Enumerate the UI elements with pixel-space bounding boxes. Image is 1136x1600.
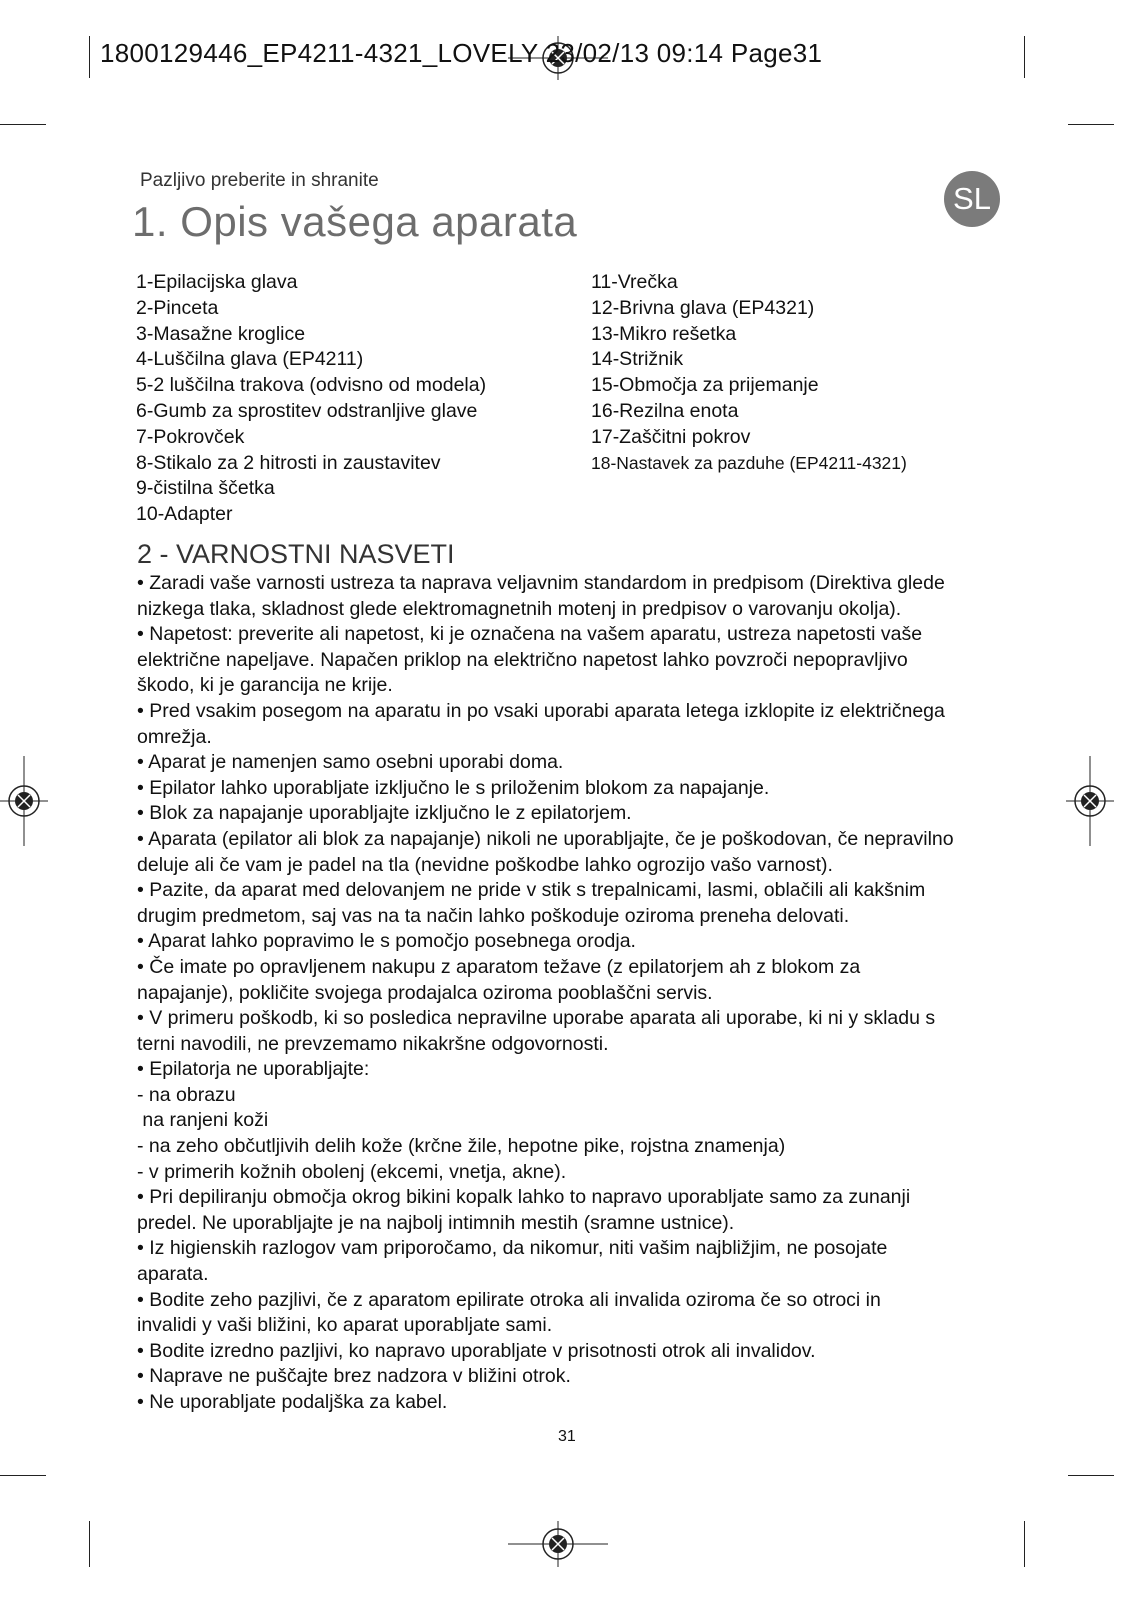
text-line: • Naprave ne puščajte brez nadzora v bližini otrok.: [137, 1365, 571, 1388]
text-line: • Pri depiliranju območja okrog bikini kopalk lahko to napravo uporabljate samo za zunanji: [137, 1186, 911, 1209]
text-line: - na zeho občutljivih delih kože (krčne žile, hepotne pike, rojstna znamenja): [137, 1135, 786, 1158]
list-item: 8-Stikalo za 2 hitrosti in zaustavitev: [136, 451, 441, 474]
list-item: 3-Masažne kroglice: [136, 322, 306, 345]
list-item: 15-Območja za prijemanje: [591, 374, 819, 397]
page-number: 31: [558, 1428, 576, 1445]
text-line: napajanje), pokličite svojega prodajalca oziroma pooblaščni servis.: [137, 981, 713, 1004]
text-line: predel. Ne uporabljajte je na najbolj intimnih mestih (sramne ustnice).: [137, 1211, 735, 1234]
crop-mark-top-right-horizontal: [1068, 124, 1114, 125]
text-line: • Napetost: preverite ali napetost, ki je označena na vašem aparatu, ustreza napetosti vaše: [137, 623, 923, 646]
list-item: 7-Pokrovček: [136, 425, 245, 448]
text-line: - v primerih kožnih obolenj (ekcemi, vnetja, akne).: [137, 1160, 567, 1183]
page-title: 1. Opis vašega aparata: [132, 198, 578, 245]
safety-text: [137, 571, 1007, 1416]
text-line: • Pred vsakim posegom na aparatu in po vsaki uporabi aparata letega izklopite iz električnega: [137, 699, 945, 722]
crop-mark-bottom-left-horizontal: [0, 1475, 46, 1476]
text-line: • V primeru poškodb, ki so posledica nepravilne uporabe aparata ali uporabe, ki ni y skladu s: [137, 1007, 936, 1030]
text-line: • Bodite zeho pazjlivi, če z aparatom epilirate otroka ali invalida oziroma če so otroci in: [137, 1288, 881, 1311]
text-line: • Če imate po opravljenem nakupu z aparatom težave (z epilatorjem ah z blokom za: [137, 955, 861, 978]
parts-list-left: [136, 270, 486, 528]
list-item: 11-Vrečka: [591, 271, 678, 293]
list-item: 9-čistilna ščetka: [136, 477, 275, 500]
text-line: • Epilator lahko uporabljate izključno le s priloženim blokom za napajanje.: [137, 776, 770, 799]
list-item: 13-Mikro rešetka: [591, 322, 737, 345]
crop-mark-top-left-vertical: [89, 36, 90, 78]
print-header-line: 1800129446_EP4211-4321_LOVELY 23/02/13 09:14 Page31: [100, 38, 823, 68]
list-item: 17-Zaščitni pokrov: [591, 425, 751, 448]
text-line: na ranjeni koži: [137, 1109, 269, 1132]
text-line: • Bodite izredno pazljivi, ko napravo uporabljate v prisotnosti otrok ali invalidov.: [137, 1339, 816, 1362]
safety-section-title: 2 - VARNOSTNI NASVETI: [137, 539, 455, 569]
text-line: • Zaradi vaše varnosti ustreza ta naprava veljavnim standardom in predpisom (Direktiva glede: [137, 572, 945, 594]
text-line: • Aparata (epilator ali blok za napajanje) nikoli ne uporabljajte, če je poškodovan, če nepravilno: [137, 827, 954, 850]
text-line: nizkega tlaka, skladnost glede elektromagnetnih motenj in predpisov o varovanju okolja).: [137, 597, 902, 620]
text-line: invalidi y vaši bližini, ko aparat uporabljate sami.: [137, 1314, 553, 1337]
crop-mark-bottom-left-vertical: [89, 1521, 90, 1567]
text-line: deluje ali če vam je padel na tla (nevidne poškodbe lahko ogrozijo vašo varnost).: [137, 853, 833, 876]
text-line: • Ne uporabljate podaljška za kabel.: [137, 1391, 448, 1413]
list-item: 6-Gumb za sprostitev odstranljive glave: [136, 399, 478, 422]
text-line: - na obrazu: [137, 1083, 236, 1106]
registration-mark-right-icon: [1066, 756, 1114, 846]
text-line: • Blok za napajanje uporabljajte izključno le z epilatorjem.: [137, 802, 632, 825]
text-line: • Aparat lahko popravimo le s pomočjo posebnega orodja.: [137, 930, 636, 953]
list-item: 1-Epilacijska glava: [136, 271, 298, 293]
list-item: 12-Brivna glava (EP4321): [591, 296, 815, 319]
list-item: 14-Strižnik: [591, 348, 684, 371]
text-line: škodo, ki je garancija ne krije.: [137, 674, 393, 697]
text-line: aparata.: [137, 1263, 209, 1286]
text-line: • Epilatorja ne uporabljajte:: [137, 1058, 370, 1081]
text-line: • Pazite, da aparat med delovanjem ne pride v stik s trepalnicami, lasmi, oblačili ali kakšnim: [137, 879, 926, 902]
list-item: 5-2 luščilna trakova (odvisno od modela): [136, 374, 487, 397]
list-item: 2-Pinceta: [136, 296, 219, 319]
registration-mark-left-icon: [0, 756, 48, 846]
crop-mark-top-left-horizontal: [0, 124, 46, 125]
text-line: terni navodili, ne prevzemamo nikakršne odgovornosti.: [137, 1032, 609, 1055]
text-line: električne napeljave. Napačen priklop na električno napetost lahko povzroči nepopravljivo: [137, 648, 908, 671]
crop-mark-bottom-right-vertical: [1024, 1521, 1025, 1567]
text-line: drugim predmetom, saj vas na ta način lahko poškoduje oziroma preneha delovati.: [137, 904, 850, 927]
list-item: 4-Luščilna glava (EP4211): [136, 348, 364, 371]
registration-mark-bottom-icon: [508, 1521, 608, 1567]
parts-list-right: [591, 270, 907, 476]
crop-mark-bottom-right-horizontal: [1068, 1475, 1114, 1476]
list-item: 16-Rezilna enota: [591, 399, 739, 422]
crop-mark-top-right-vertical: [1024, 36, 1025, 78]
text-line: • Aparat je namenjen samo osebni uporabi doma.: [137, 751, 564, 774]
list-item: 10-Adapter: [136, 503, 233, 526]
list-item: 18-Nastavek za pazduhe (EP4211-4321): [591, 452, 907, 473]
section-label: Pazljivo preberite in shranite: [140, 170, 379, 191]
text-line: • Iz higienskih razlogov vam priporočamo, da nikomur, niti vašim najbližjim, ne posojate: [137, 1237, 888, 1260]
text-line: omrežja.: [137, 725, 212, 748]
language-badge: SL: [944, 171, 1000, 227]
